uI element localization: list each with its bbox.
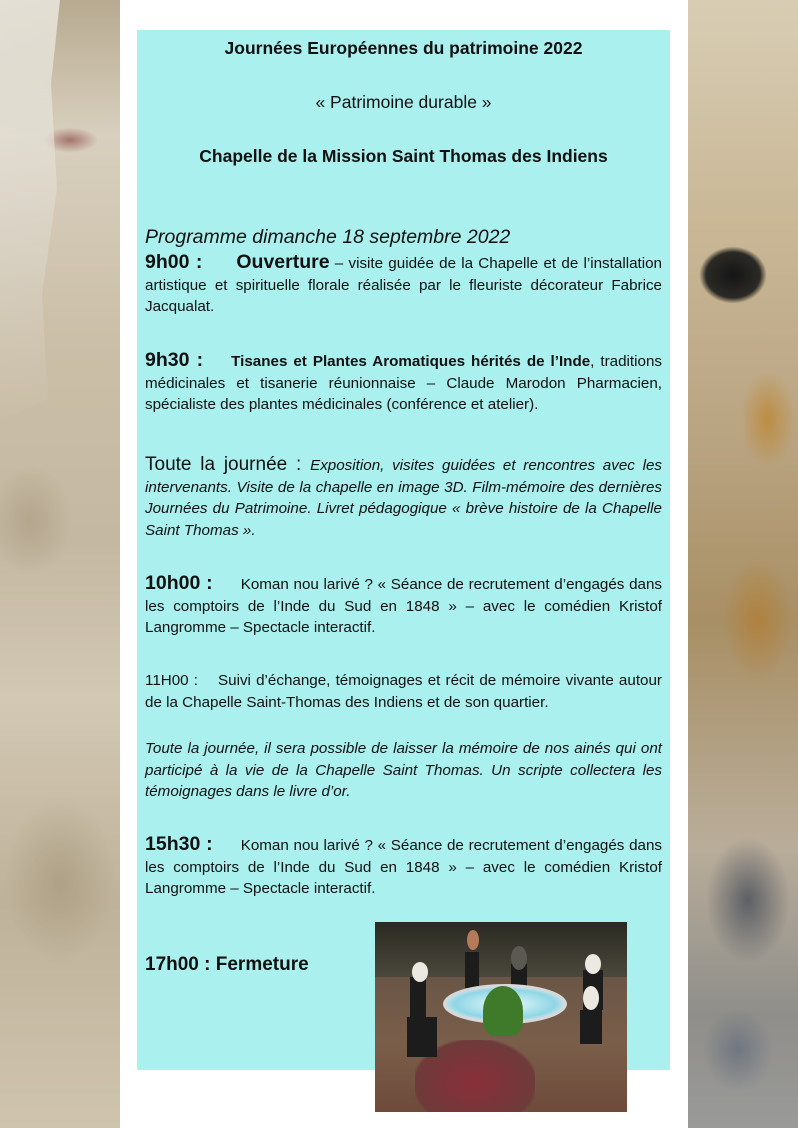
venue-title: Chapelle de la Mission Saint Thomas des Indiens (199, 146, 608, 166)
item-time: 9h30 : (145, 349, 204, 371)
item-label: Ouverture (236, 251, 330, 273)
program-item-1100 (145, 670, 662, 713)
item-time: 10h00 : (145, 572, 213, 594)
program-allday-1 (145, 454, 662, 541)
right-wall-texture (688, 0, 798, 1128)
allday-text: Exposition, visites guidées et rencontres avec les intervenants. Visite de la chapelle en image 3D. Film-mémoire des dernières Journées du Patrimoine. Livret pédagogique « brève histoire de la Chapelle Saint Thomas ». (145, 457, 663, 539)
item-text: Koman nou larivé ? « Séance de recrutement d’engagés dans les comptoirs de l’Inde du Sud en 1848 » – avec le comédien Kristof Langromme – Spectacle interactif. (145, 837, 663, 897)
closing-time: 17h00 : Fermeture (145, 954, 309, 975)
allday-label: Toute la journée : (145, 454, 311, 475)
left-wall-texture (0, 0, 120, 1128)
item-text: , traditions médicinales et tisanerie réunionnaise – Claude Marodon Pharmacien, spécialiste des plantes médicinales (conférence et atelier). (145, 353, 662, 413)
program-allday-2 (145, 738, 662, 803)
item-text: Suivi d’échange, témoignages et récit de mémoire vivante autour de la Chapelle Saint-Thomas des Indiens et de son quartier. (145, 672, 662, 711)
event-title: Journées Européennes du patrimoine 2022 (224, 38, 583, 58)
item-time: 9h00 : (145, 251, 203, 273)
allday-text: Toute la journée, il sera possible de laisser la mémoire de nos ainés qui ont participé à la vie de la Chapelle Saint Thomas. Un scripte collectera les témoignages dans le livre d’or. (145, 740, 662, 800)
program-item-1530 (145, 834, 662, 900)
garden-installation-photo (375, 922, 627, 1112)
event-theme: « Patrimoine durable » (315, 92, 492, 112)
item-time: 15h30 : (145, 833, 213, 855)
item-text: – visite guidée de la Chapelle et de l’installation artistique et spirituelle florale réalisée par le fleuriste décorateur Fabrice Jacqualat. (145, 255, 662, 315)
program-item-1000 (145, 573, 662, 639)
program-item-0900 (145, 252, 662, 318)
item-label: Tisanes et Plantes Aromatiques hérités de l’Inde (231, 353, 591, 370)
program-panel (137, 30, 670, 1070)
program-title: Programme dimanche 18 septembre 2022 (145, 226, 511, 248)
item-text: Koman nou larivé ? « Séance de recrutement d’engagés dans les comptoirs de l’Inde du Sud en 1848 » – avec le comédien Kristof Langromme – Spectacle interactif. (145, 576, 663, 636)
item-time: 11H00 : (145, 672, 199, 689)
program-item-0930 (145, 350, 662, 416)
